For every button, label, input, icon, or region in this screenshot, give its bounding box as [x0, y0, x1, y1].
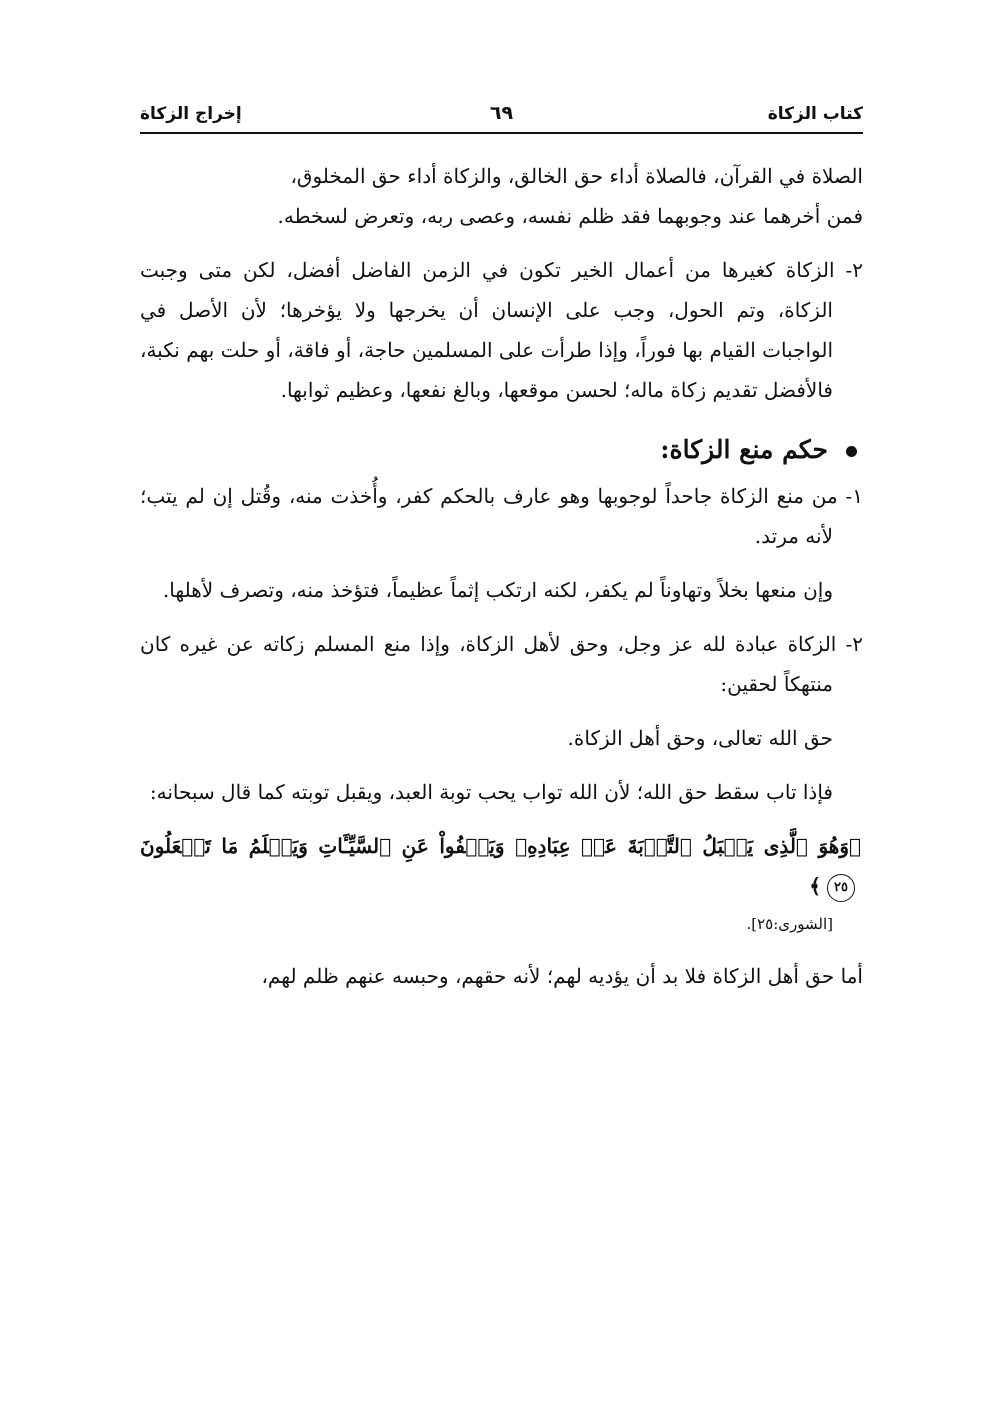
verse-close: ﴾	[809, 874, 821, 898]
verse-number: ٢٥	[827, 874, 855, 902]
numbered-item-2b: ٢- الزكاة عبادة لله عز وجل، وحق لأهل الزكاة، وإذا منع المسلم زكاته عن غيره كان منتهكاً لحقين:	[140, 632, 863, 696]
page-number: ٦٩	[489, 102, 514, 124]
quran-verse	[140, 826, 863, 906]
section-title: إخراج الزكاة	[140, 104, 242, 124]
page-header	[140, 100, 863, 134]
verse-reference: [الشورى:٢٥].	[746, 915, 833, 933]
paragraph-repentance: فإذا تاب سقط حق الله؛ لأن الله تواب يحب توبة العبد، ويقبل توبته كما قال سبحانه:	[149, 780, 833, 804]
paragraph-continuation-line-2: فمن أخرهما عند وجوبهما فقد ظلم نفسه، وعصى ربه، وتعرض لسخطه.	[277, 204, 863, 228]
section-heading	[140, 424, 863, 476]
paragraph-refusal: وإن منعها بخلاً وتهاوناً لم يكفر، لكنه ارتكب إثماً عظيماً، فتؤخذ منه، وتصرف لأهلها.	[162, 578, 833, 602]
bullet-icon	[846, 446, 857, 457]
section-heading-text: حكم منع الزكاة:	[660, 435, 828, 464]
paragraph-zakat-rights: أما حق أهل الزكاة فلا بد أن يؤديه لهم؛ لأنه حقهم، وحبسه عنهم ظلم لهم،	[261, 964, 863, 988]
book-title: كتاب الزكاة	[767, 104, 863, 124]
page-content	[140, 156, 863, 996]
paragraph-continuation-line-1: الصلاة في القرآن، فالصلاة أداء حق الخالق، والزكاة أداء حق المخلوق،	[290, 164, 863, 188]
verse-text: ﴿وَهُوَ ٱلَّذِى يَقۡبَلُ ٱلتَّوۡبَةَ عَنۡ عِبَادِهِۦ وَيَعۡفُواْ عَنِ ٱلسَّيِّـَٔاتِ وَيَعۡلَمُ مَا تَفۡعَلُونَ	[140, 834, 861, 858]
numbered-item-1: ١- من منع الزكاة جاحداً لوجوبها وهو عارف بالحكم كفر، وأُخذت منه، وقُتل إن لم يتب؛ لأنه مرتد.	[140, 484, 863, 548]
paragraph-two-rights: حق الله تعالى، وحق أهل الزكاة.	[567, 726, 833, 750]
numbered-item-2: ٢- الزكاة كغيرها من أعمال الخير تكون في الزمن الفاضل أفضل، لكن متى وجبت الزكاة، وتم الحول، وجب على الإنسان أن يخرجها ولا يؤخرها؛ لأن الأصل في الواجبات القيام بها فوراً، وإذا طرأت على المسلمين حاجة، أو فاقة، أو حلت بهم نكبة، فالأفضل تقديم زكاة ماله؛ لحسن موقعها، وبالغ نفعها، وعظيم ثوابها.	[140, 258, 863, 402]
